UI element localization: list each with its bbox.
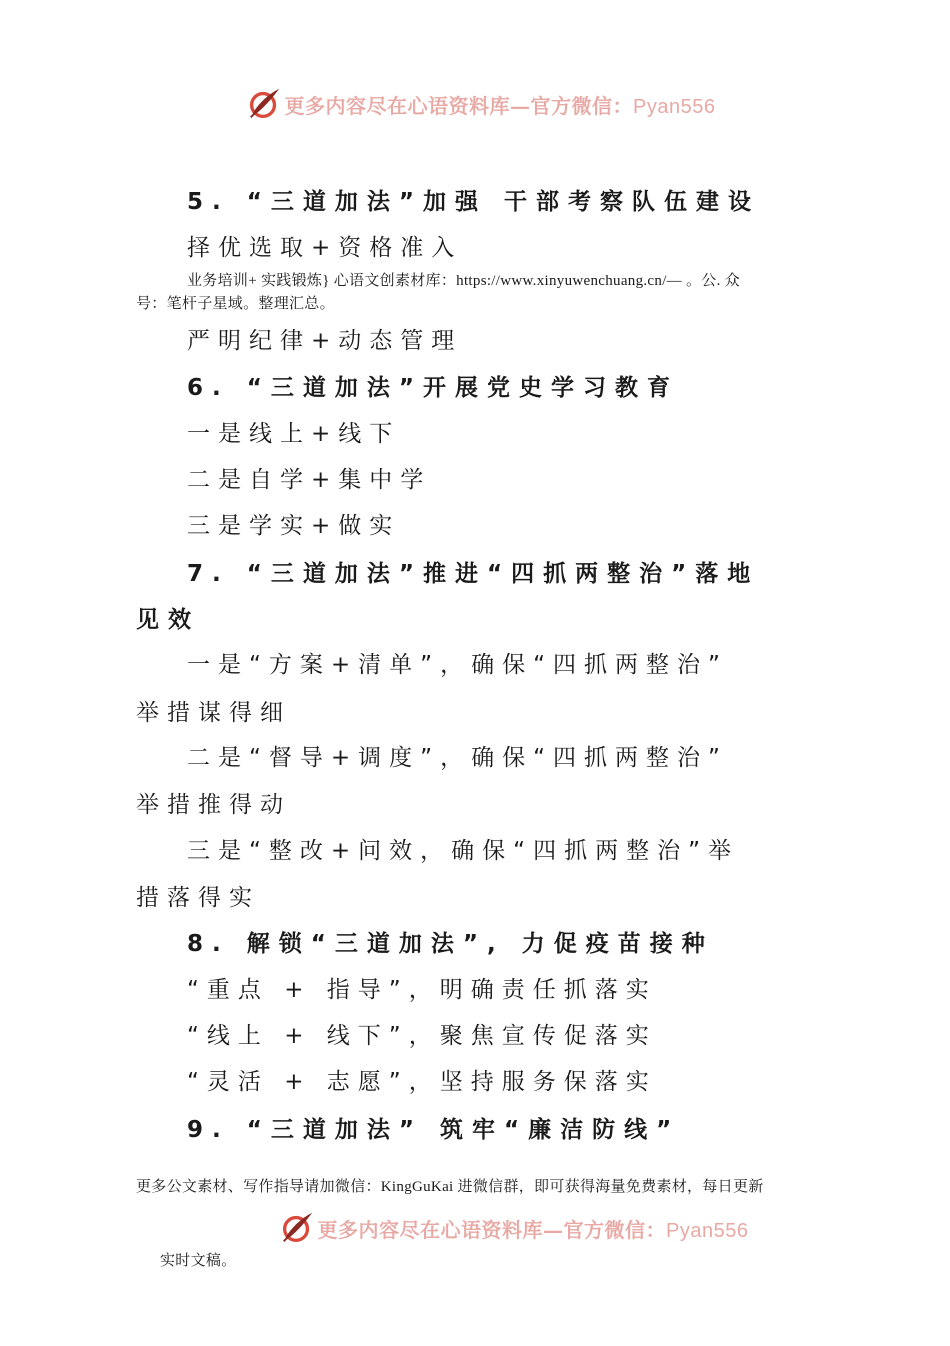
heading-7-line-a: 7. “三道加法”推进“四抓两整治”落地	[187, 561, 760, 587]
item-6-2: 二是自学+集中学	[187, 467, 432, 493]
item-5-1: 择优选取+资格准入	[187, 235, 463, 261]
watermark-banner-top	[0, 82, 950, 126]
item-7-1-line-b: 举措谋得细	[136, 700, 291, 726]
item-6-3: 三是学实+做实	[187, 513, 401, 539]
quill-logo-icon	[278, 1209, 316, 1247]
heading-6: 6. “三道加法”开展党史学习教育	[187, 375, 679, 401]
watermark-banner-bottom	[0, 1206, 950, 1250]
item-7-3-line-b: 措落得实	[136, 885, 260, 911]
quill-logo-icon	[245, 85, 283, 123]
watermark-text: 更多内容尽在心语资料库—官方微信：Pyan556	[284, 93, 716, 118]
watermark-text: 更多内容尽在心语资料库—官方微信：Pyan556	[317, 1217, 749, 1242]
item-7-3-line-a: 三是“整改+问效，确保“四抓两整治”举	[187, 838, 740, 864]
heading-7-line-b: 见效	[136, 607, 200, 633]
heading-8: 8. 解锁“三道加法”, 力促疫苗接种	[187, 931, 714, 957]
item-8-1: “重点 + 指导”，明确责任抓落实	[187, 977, 657, 1003]
footer-note-line-b: 实时文稿。	[160, 1253, 237, 1269]
footer-note-line-a: 更多公文素材、写作指导请加微信：KingGuKai 进微信群，即可获得海量免费素材，每日更新	[136, 1179, 764, 1195]
heading-5: 5. “三道加法”加强 干部考察队伍建设	[187, 189, 760, 215]
item-7-2-line-a: 二是“督导+调度”，确保“四抓两整治”	[187, 745, 728, 771]
item-5-2-line-a: 业务培训+ 实践锻炼} 心语文创素材库：https://www.xinyuwenchuang.cn/— 。公. 众	[187, 273, 741, 289]
item-8-3: “灵活 + 志愿”，坚持服务保落实	[187, 1069, 657, 1095]
item-7-2-line-b: 举措推得动	[136, 792, 291, 818]
heading-9: 9. “三道加法” 筑牢“廉洁防线”	[187, 1117, 681, 1143]
item-8-2: “线上 + 线下”，聚焦宣传促落实	[187, 1023, 657, 1049]
item-5-3: 严明纪律+动态管理	[187, 328, 463, 354]
item-7-1-line-a: 一是“方案+清单”，确保“四抓两整治”	[187, 652, 728, 678]
item-5-2-line-b: 号：笔杆子星域。整理汇总。	[136, 296, 335, 312]
item-6-1: 一是线上+线下	[187, 421, 401, 447]
